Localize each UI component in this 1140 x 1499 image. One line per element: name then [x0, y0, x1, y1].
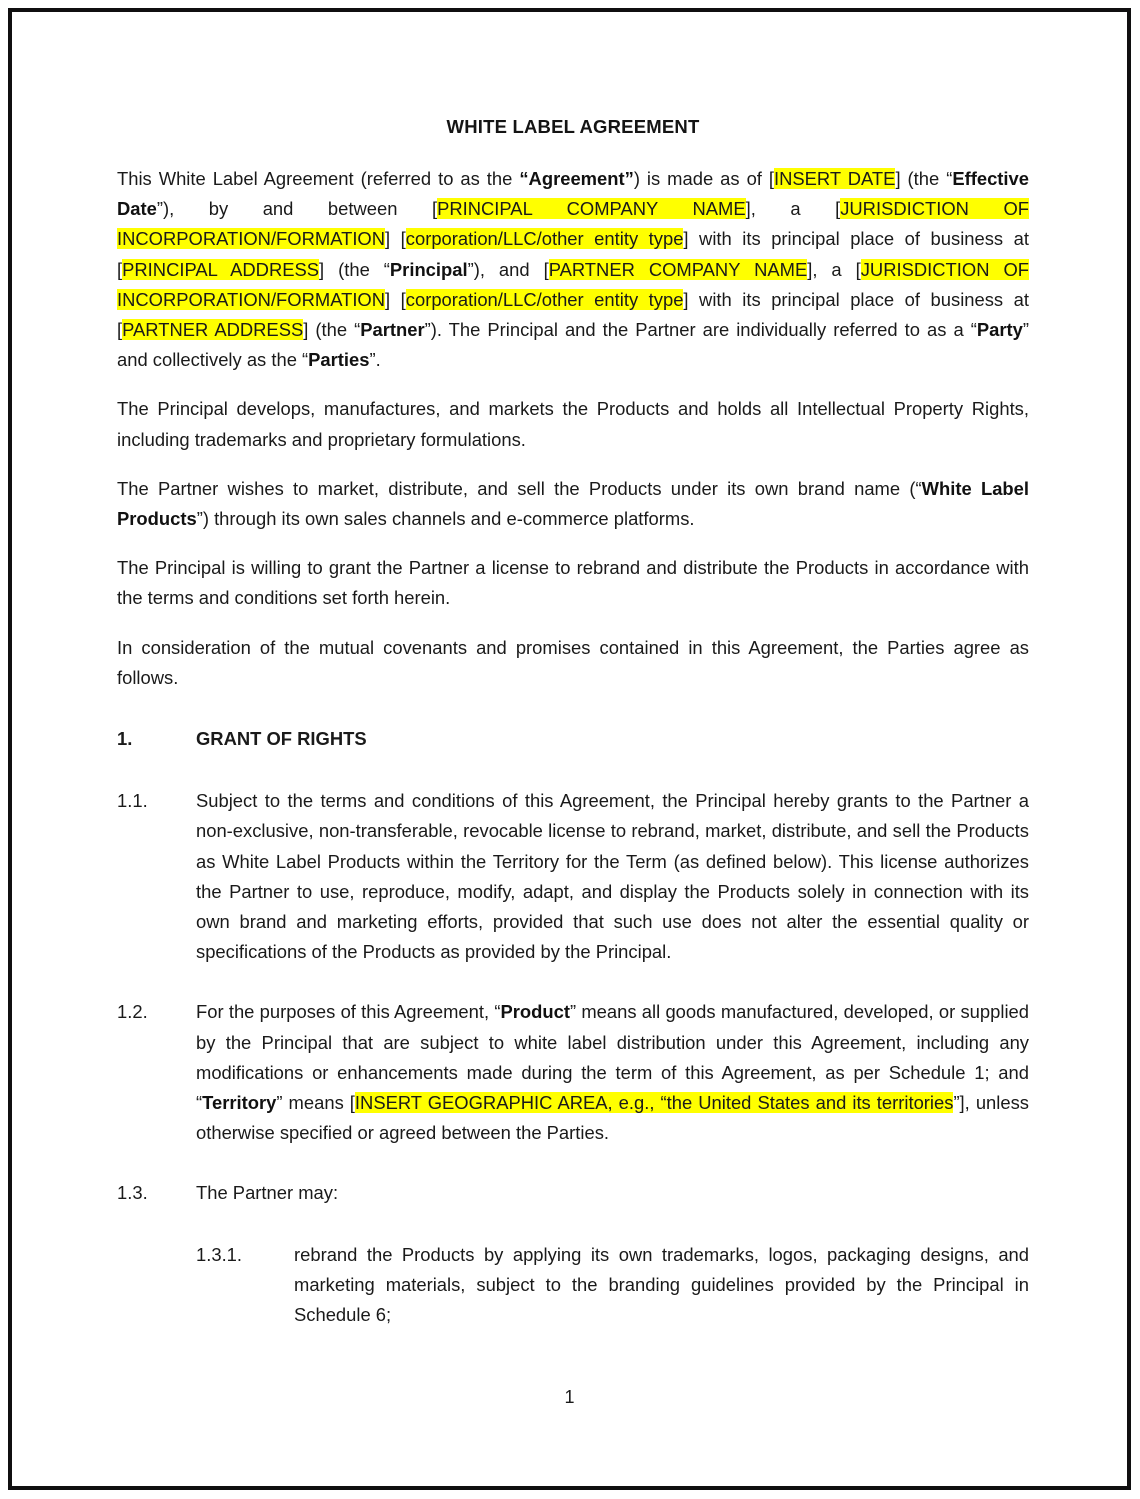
- clause-number: 1.1.: [117, 790, 148, 812]
- clause-number: 1.3.: [117, 1182, 148, 1204]
- clause-1-1: [117, 786, 1029, 967]
- clause-1-3-1: [196, 1240, 1029, 1331]
- text-run: ”), and [: [467, 258, 549, 280]
- clause-number: 1.3.1.: [196, 1243, 243, 1265]
- text-run: ”.: [369, 349, 381, 371]
- page-number-footer: 1: [564, 1387, 575, 1407]
- placeholder-principal-company-name: PRINCIPAL COMPANY NAME: [437, 198, 746, 220]
- page-sheet: [8, 8, 1131, 1490]
- defined-term-party: Party: [976, 319, 1023, 341]
- section-number: 1.: [117, 728, 133, 750]
- clause-text: Subject to the terms and conditions of this Agreement, the Principal hereby grants to the Partner a non-exclusive, non-transferable, revocable license to rebrand, market, distribute, and sell the Products as White Label Products within the Territory for the Term (as defined below). This license authorizes the Partner to use, reproduce, modify, adapt, and display the Products solely in connection with its own brand and marketing efforts, provided that such use does not alter the essential quality or specifications of the Products as provided by the Principal.: [196, 790, 1029, 963]
- placeholder-insert-date: INSERT DATE: [774, 168, 896, 189]
- placeholder-partner-entity-type: corporation/LLC/other entity type: [405, 288, 684, 310]
- placeholder-partner-address: PARTNER ADDRESS: [122, 319, 304, 341]
- document-body: [12, 12, 1127, 1486]
- preamble-paragraph-3: [117, 474, 1029, 534]
- preamble-paragraph-4: The Principal is willing to grant the Partner a license to rebrand and distribute the Products in accordance with the terms and conditions set forth herein.: [117, 557, 1029, 609]
- defined-term-territory: Territory: [202, 1092, 277, 1114]
- text-run: This White Label Agreement (referred to as the: [117, 168, 520, 189]
- placeholder-principal-address: PRINCIPAL ADDRESS: [122, 258, 320, 280]
- section-title: GRANT OF RIGHTS: [196, 728, 367, 750]
- placeholder-partner-jurisdiction: JURISDICTION OF INCORPORATION/FORMATION: [117, 258, 1029, 310]
- defined-term-effective-date: Effective Date: [117, 168, 1029, 220]
- clause-1-2: [117, 997, 1029, 1148]
- preamble-paragraph-2: The Principal develops, manufactures, and markets the Products and holds all Intellectual Property Rights, including trademarks and proprietary formulations.: [117, 398, 1029, 450]
- clause-1-3: [117, 1178, 1029, 1208]
- text-run: ] [: [385, 288, 406, 310]
- defined-term-product: Product: [500, 1001, 570, 1023]
- text-run: ] (the “: [895, 168, 953, 189]
- text-run: ], a [: [807, 258, 861, 280]
- text-run: ”) through its own sales channels and e-commerce platforms.: [196, 508, 695, 530]
- clause-text: The Partner may:: [196, 1182, 339, 1204]
- defined-term-partner: Partner: [360, 319, 425, 341]
- defined-term-principal: Principal: [389, 258, 468, 280]
- text-run: ] (the “: [319, 258, 390, 280]
- text-run: ] with its principal place of business at [: [117, 288, 1029, 341]
- placeholder-geographic-area: INSERT GEOGRAPHIC AREA, e.g., “the United States and its territories: [354, 1092, 954, 1114]
- text-run: For the purposes of this Agreement, “: [196, 1001, 501, 1023]
- placeholder-principal-jurisdiction: JURISDICTION OF INCORPORATION/FORMATION: [117, 198, 1029, 250]
- clause-text: rebrand the Products by applying its own trademarks, logos, packaging designs, and marketing materials, subject to the branding guidelines provided by the Principal in Schedule 6;: [294, 1243, 1029, 1326]
- defined-term-agreement: “Agreement”: [519, 168, 634, 189]
- text-run: ] [: [385, 228, 406, 250]
- text-run: ] (the “: [303, 319, 361, 341]
- placeholder-partner-company-name: PARTNER COMPANY NAME: [548, 258, 808, 280]
- preamble-paragraph-5: In consideration of the mutual covenants and promises contained in this Agreement, the Parties agree as follows.: [117, 636, 1029, 688]
- text-run: ”], unless otherwise specified or agreed between the Parties.: [196, 1092, 1029, 1144]
- text-run: ” means all goods manufactured, developed, or supplied by the Principal that are subject to white label distribution under this Agreement, including any modifications or enhancements made during the term of this Agreement, as per Schedule 1; and “: [196, 1001, 1029, 1114]
- clause-number: 1.2.: [117, 1001, 148, 1023]
- page-title: WHITE LABEL AGREEMENT: [446, 116, 700, 137]
- text-run: ” and collectively as the “: [117, 319, 1029, 371]
- defined-term-parties: Parties: [308, 349, 370, 371]
- section-heading-1: [117, 724, 1029, 754]
- text-run: The Partner wishes to market, distribute, and sell the Products under its own brand name (“: [117, 477, 922, 499]
- placeholder-principal-entity-type: corporation/LLC/other entity type: [405, 228, 684, 250]
- defined-term-white-label-products: White Label Products: [117, 477, 1030, 530]
- clause-text: [196, 997, 1029, 1148]
- text-run: ] with its principal place of business at [: [117, 228, 1029, 280]
- preamble-paragraph-1: [117, 164, 1029, 375]
- text-run: ”). The Principal and the Partner are individually referred to as a “: [424, 319, 977, 341]
- text-run: ], a [: [745, 198, 841, 220]
- text-run: ” means [: [276, 1092, 355, 1114]
- text-run: ) is made as of [: [633, 168, 774, 189]
- text-run: ”), by and between [: [156, 198, 438, 220]
